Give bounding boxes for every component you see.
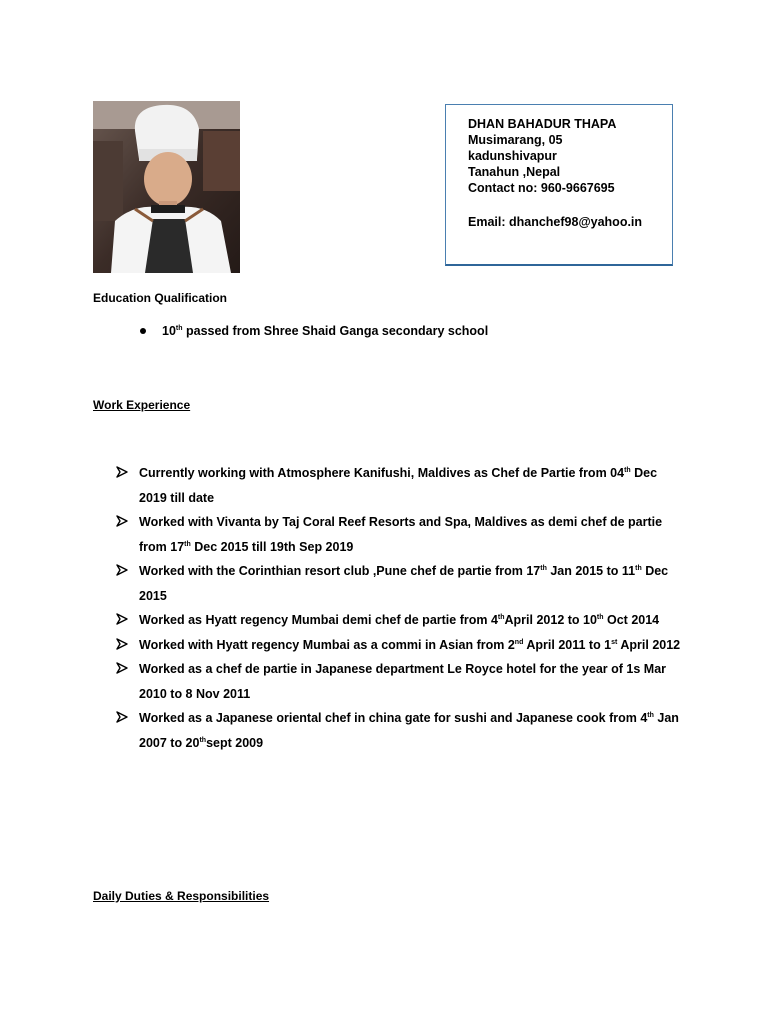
work-experience-item: Worked as a Japanese oriental chef in china gate for sushi and Japanese cook from 4th Jan 2007 to 20thsept 2009 bbox=[116, 706, 686, 755]
work-experience-item: Worked with the Corinthian resort club ,Pune chef de partie from 17th Jan 2015 to 11th Dec 2015 bbox=[116, 559, 686, 608]
work-experience-heading: Work Experience bbox=[93, 398, 191, 412]
arrowhead-bullet-icon bbox=[116, 564, 128, 576]
dot-bullet-icon bbox=[140, 328, 146, 334]
address-line-1: Musimarang, 05 bbox=[468, 133, 563, 147]
work-experience-item: Worked as Hyatt regency Mumbai demi chef de partie from 4thApril 2012 to 10th Oct 2014 bbox=[116, 608, 686, 633]
arrowhead-bullet-icon bbox=[116, 466, 128, 478]
education-item: 10th passed from Shree Shaid Ganga secondary school bbox=[140, 324, 488, 338]
arrowhead-bullet-icon bbox=[116, 662, 128, 674]
arrowhead-bullet-icon bbox=[116, 613, 128, 625]
profile-photo bbox=[93, 101, 240, 273]
work-experience-list bbox=[116, 461, 686, 755]
arrowhead-bullet-icon bbox=[116, 711, 128, 723]
email-address: Email: dhanchef98@yahoo.in bbox=[468, 215, 643, 229]
address-line-3: Tanahun ,Nepal bbox=[468, 165, 561, 179]
contact-box bbox=[445, 104, 673, 266]
address-line-2: kadunshivapur bbox=[468, 149, 557, 163]
work-experience-item: Worked with Hyatt regency Mumbai as a commi in Asian from 2nd April 2011 to 1st April 2012 bbox=[116, 633, 686, 658]
work-experience-item: Worked as a chef de partie in Japanese department Le Royce hotel for the year of 1s Mar 2010 to 8 Nov 2011 bbox=[116, 657, 686, 706]
arrowhead-bullet-icon bbox=[116, 515, 128, 527]
work-experience-item: Currently working with Atmosphere Kanifushi, Maldives as Chef de Partie from 04th Dec 2019 till date bbox=[116, 461, 686, 510]
arrowhead-bullet-icon bbox=[116, 638, 128, 650]
daily-duties-heading: Daily Duties & Responsibilities bbox=[93, 889, 270, 903]
work-experience-item: Worked with Vivanta by Taj Coral Reef Resorts and Spa, Maldives as demi chef de partie from 17th Dec 2015 till 19th Sep 2019 bbox=[116, 510, 686, 559]
contact-number: Contact no: 960-9667695 bbox=[468, 181, 615, 195]
education-heading: Education Qualification bbox=[93, 291, 228, 305]
candidate-name: DHAN BAHADUR THAPA bbox=[468, 117, 617, 131]
